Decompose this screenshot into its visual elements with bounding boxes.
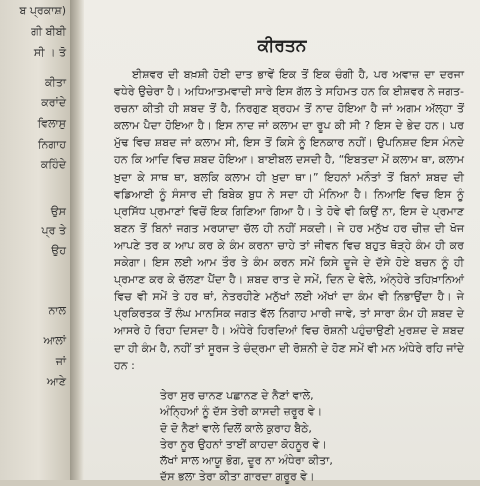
verse-block (160, 388, 460, 486)
verse-line: ਅੰਨ੍ਹਿਆਂ ਨੂੰ ਦੱਸ ਤੇਰੀ ਕਾਸਦੀ ਜ਼ਰੂਰ ਵੇ। (160, 405, 323, 419)
page-title: ਕੀਰਤਨ (257, 36, 307, 56)
left-page-line: ਪ੍ਰ ਤੇ (41, 224, 66, 237)
verse-line: ਤੇਰਾ ਸੁਰ ਚਾਨਣ ਪਛਾਨਣ ਦੇ ਨੈਣਾਂ ਵਾਲੇ, (160, 389, 314, 402)
left-page-line: ਕੀਤਾ (45, 76, 66, 89)
left-page-line: ਸੀ । ਤੋ (33, 46, 66, 59)
verse-line: ਤੇਰਾ ਨੂਰ ਉਹਨਾਂ ਤਾਈਂ ਕਾਹਦਾ ਕੋਹਨੂਰ ਵੇ। (160, 437, 327, 451)
verse-line: ਲੱਖਾਂ ਸਾਲ ਆਯੂ ਭੋਗ, ਦੂਰ ਨਾ ਅੰਧੇਰਾ ਕੀਤਾ, (160, 454, 333, 468)
left-page-line: ਜਾਂ (55, 355, 66, 368)
verse-line: ਦੋ ਦੋ ਨੈਣਾਂ ਵਾਲੇ ਦਿਲੋਂ ਕਾਲੇ ਕੁਰਾਹ ਬੈਠੇ, (160, 421, 312, 435)
left-page (0, 0, 70, 480)
left-page-line: ਉਸ (50, 205, 66, 218)
left-page-line: ਗੀ ਬੀਬੀ (31, 25, 66, 38)
left-page-line: ਕਰਾਂਦੇ (41, 96, 66, 109)
left-page-line: ਉਹ (51, 244, 66, 257)
right-page (84, 0, 480, 484)
left-page-line: ਆਣੇ (46, 375, 66, 388)
left-page-line: ਨਿਗਾਹ (38, 138, 66, 151)
left-page-line: ਕਹਿੰਦੇ (40, 158, 66, 171)
left-page-line: ਨਾਲ (48, 304, 66, 317)
left-page-line: ਬ ਪ੍ਰਕਾਸ਼) (19, 4, 66, 17)
left-page-line: ਆਲਾਂ (43, 334, 66, 347)
left-page-line: ਵਿਲਾਸੁ (37, 117, 66, 130)
body-text (114, 66, 464, 374)
verse-line: ਦੱਸ ਭਲਾ ਤੇਰਾ ਕੀਤਾ ਗਾਰਦਾ ਗਰੂਰ ਵੇ। (160, 470, 315, 484)
paragraph: ਈਸ਼ਵਰ ਦੀ ਬਖ਼ਸ਼ੀ ਹੋਈ ਦਾਤ ਭਾਵੇਂ ਇਕ ਤੋਂ ਇਕ ਚੰਗੀ ਹੈ, ਪਰ ਅਵਾਜ਼ ਦਾ ਦਰਜਾ ਵਧੇਰੇ ਉਚੇਰਾ ਹੈ। ਅਧਿਆਤਮਵਾਦੀ ਸਾਰੇ ਇਸ ਗੱਲ ਤੇ ਸਹਿਮਤ ਹਨ ਕਿ ਈਸ਼ਵਰ ਨੇ ਜਗਤ-ਰਚਨਾ ਕੀਤੀ ਹੀ ਸ਼ਬਦ ਤੋਂ ਹੈ, ਨਿਰਗੁਣ ਬ੍ਰਹਮ ਤੋਂ ਨਾਦ ਹੋਇਆ ਹੈ ਜਾਂ ਅਗਮ ਅੱਲ੍ਹਾ ਤੋਂ ਕਲਾਮ ਪੈਦਾ ਹੋਇਆ ਹੈ। ਇਸ ਨਾਦ ਜਾਂ ਕਲਾਮ ਦਾ ਰੂਪ ਕੀ ਸੀ ? ਇਸ ਦੇ ਭੇਦ ਹਨ। ਪਰ ਮੁੱਢ ਵਿਚ ਸ਼ਬਦ ਜਾਂ ਕਲਾਮ ਸੀ, ਇਸ ਤੋਂ ਕਿਸੇ ਨੂੰ ਇਨਕਾਰ ਨਹੀਂ। ਉਪਨਿਸ਼ਦ ਇਸ ਮੰਨਦੇ ਹਨ ਕਿ ਆਦਿ ਵਿਚ ਸ਼ਬਦ ਹੋਇਆ। ਬਾਈਬਲ ਦਸਦੀ ਹੈ, “ਇਬਤਦਾ ਮੇਂ ਕਲਾਮ ਥਾ, ਕਲਾਮ ਖ਼ੁਦਾ ਕੇ ਸਾਥ ਥਾ, ਬਲਕਿ ਕਲਾਮ ਹੀ ਖ਼ੁਦਾ ਥਾ।” ਇਹਨਾਂ ਮਨੌਤਾਂ ਤੋਂ ਬਿਨਾਂ ਸ਼ਬਦ ਦੀ ਵਡਿਆਈ ਨੂੰ ਸੰਸਾਰ ਦੀ ਬਿਬੇਕ ਬੁਧ ਨੇ ਸਦਾ ਹੀ ਮੰਨਿਆ ਹੈ। ਨਿਆਇ ਵਿਚ ਇਸ ਨੂੰ ਪ੍ਰਸਿੱਧ ਪ੍ਰਮਾਣਾਂ ਵਿਚੋਂ ਇਕ ਗਿਣਿਆ ਗਿਆ ਹੈ। ਤੇ ਹੋਵੇ ਵੀ ਕਿਉਂ ਨਾ, ਇਸ ਦੇ ਪ੍ਰਮਾਣ ਬਣਨ ਤੋਂ ਬਿਨਾਂ ਜਗਤ ਮਰਯਾਦਾ ਚੱਲ ਹੀ ਨਹੀਂ ਸਕਦੀ। ਜੇ ਹਰ ਮਨੁੱਖ ਹਰ ਚੀਜ਼ ਦੀ ਖੋਜ ਆਪਣੇ ਤਰ ਕ ਆਪ ਕਰ ਕੇ ਕੰਮ ਕਰਨਾ ਚਾਹੇ ਤਾਂ ਜੀਵਨ ਵਿਚ ਬਹੁਤ ਥੋੜ੍ਹੇ ਕੰਮ ਹੀ ਕਰ ਸਕੇਗਾ। ਇਸ ਲਈ ਆਮ ਤੌਰ ਤੇ ਕੰਮ ਕਰਨ ਸਮੇਂ ਕਿਸੇ ਦੂਜੇ ਦੇ ਦੱਸੇ ਹੋਏ ਬਚਨ ਨੂੰ ਹੀ ਪ੍ਰਮਾਣ ਕਰ ਕੇ ਚੱਲਣਾ ਪੈਂਦਾ ਹੈ। ਸ਼ਬਦ ਰਾਤ ਦੇ ਸਮੇਂ, ਦਿਨ ਦੇ ਵੇਲੇ, ਅੰਨ੍ਹੇਰੇ ਤਹਿਖ਼ਾਨਿਆਂ ਵਿਚ ਵੀ ਸਮੇਂ ਤੇ ਹਰ ਥਾਂ, ਨੇਤਰਹੀਣੇ ਮਨੁੱਖਾਂ ਲਈ ਅੱਖਾਂ ਦਾ ਕੰਮ ਵੀ ਨਿਭਾਉਂਦਾ ਹੈ। ਜੇ ਪ੍ਰਕਿਰਤਕ ਤੋਂ ਲੰਘ ਮਾਨਸਿਕ ਜਗਤ ਵੱਲ ਨਿਗਾਹ ਮਾਰੀ ਜਾਵੇ, ਤਾਂ ਸਾਰਾ ਕੰਮ ਹੀ ਸ਼ਬਦ ਦੇ ਆਸਰੇ ਹੋ ਰਿਹਾ ਦਿਸਦਾ ਹੈ। ਅੰਧੇਰੇ ਹਿਰਦਿਆਂ ਵਿਚ ਰੋਸ਼ਨੀ ਪਹੁੰਚਾਉਣੀ ਮੁਰਸ਼ਦ ਦੇ ਸ਼ਬਦ ਦਾ ਹੀ ਕੰਮ ਹੈ, ਨਹੀਂ ਤਾਂ ਸੂਰਜ ਤੇ ਚੰਦ੍ਰਮਾ ਦੀ ਰੋਸ਼ਨੀ ਦੇ ਹੋਣ ਸਮੇਂ ਵੀ ਮਨ ਅੰਧੇਰੇ ਰਹਿ ਜਾਂਦੇ ਹਨ : (114, 68, 464, 372)
book-gutter (70, 0, 84, 480)
